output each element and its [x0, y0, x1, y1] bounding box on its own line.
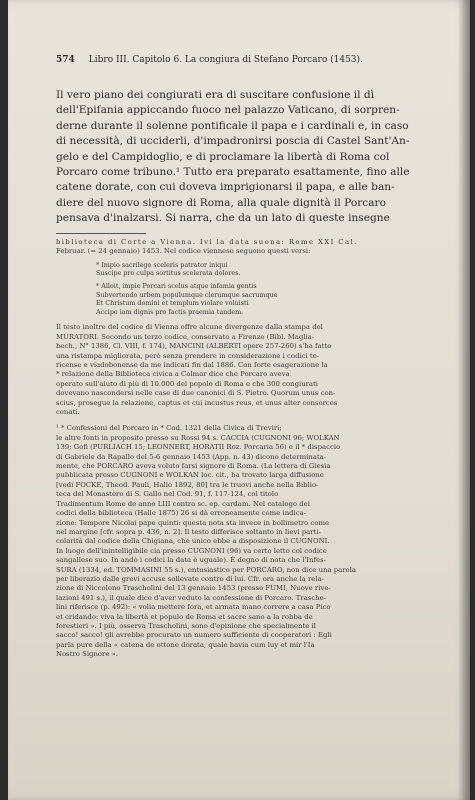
main-line: catene dorate, con cui doveva imprigionarsi il papa, e alle ban- — [56, 181, 395, 194]
note-line: * relazione della Biblioteca civica a Colmar dice che Porcaro aveva — [56, 370, 290, 379]
note-line: ¹ * Confessioni del Porcaro in * Cod. 1321 della Civica di Treviri; — [56, 424, 282, 433]
verse-line: * Alloit, impie Porcari scelus atque infamia gentis — [96, 282, 257, 290]
running-header — [56, 55, 451, 65]
footnotes — [56, 238, 451, 660]
note-line: forestieri ». I più, osserva Trascholini, sono d'opinione che specialmente il — [56, 621, 316, 630]
note-line: mente, che PORCARO aveva voluto farsi signore di Roma. (La lettera di Giesia — [56, 462, 331, 471]
note-line: scius, prosegue la relazione, captus et cui incustus reus, et unus alter consorces — [56, 398, 338, 407]
note-line: biblioteca di Corte a Vienna. Ivi la data suona: Rome XXI Cal. — [56, 238, 358, 246]
verse-line: Et Christum domini et templum violare voluisti — [96, 299, 249, 308]
note-line: [vedi FOCKE, Theod. Pauli, Halle 1892, 80] tra le truovi anche nella Biblio- — [56, 480, 319, 489]
note-line: Tradimentum Rome de anno LIII contra sc. ep. cardam. Nel catalogo dei — [56, 499, 310, 508]
main-line: diere del nuovo signore di Roma, alla quale dignità il Porcaro — [56, 196, 386, 209]
verse-block-b — [56, 282, 451, 316]
note-line: Il testo inoltre del codice di Vienna offre alcune divergenze dalla stampa del — [56, 323, 323, 332]
note-line: MURATORI. Secondo un terzo codice, conservato a Firenze (Bibl. Maglia- — [56, 332, 315, 341]
note-line: SURA (1334, ed. TOMMASINI 55 s.), entusiastico per PORCARO, non dice una parola — [56, 565, 357, 574]
note-line: nel margine [cfr. sopra p. 436, n. 2]. Il testo differisce soltanto in lievi parti- — [56, 527, 321, 536]
note-line: lazioni 491 s.), il quale dice d'aver veduto la confessione di Porcaro. Trasche- — [56, 593, 327, 602]
note-line: operato sull'aiuto di più di 10.000 del popolo di Roma e che 300 congiurati — [56, 379, 319, 388]
footnote-1 — [56, 424, 451, 659]
note-line: 139; Gofi (PURLIACH 15; LEONNERT, HORATII Roz. Porcaria 56) e il * dispaccio — [56, 443, 341, 452]
note-line: lini riferisce (p. 492): « volia mettere fora, et armata mano correre a casa Pico — [56, 603, 331, 612]
note-line: sangallese suo. In andò i codici la data è uguale). È degno di nota che l'Infes- — [56, 556, 326, 565]
note-line: una ristampa migliorata, però senza prendere in considerazione i codici te- — [56, 351, 320, 360]
main-line: Porcaro come tribuno.¹ Tutto era preparato esattamente, fino alle — [56, 166, 410, 179]
verse-line: * Impio sacrilego sceleris patrator iniqui — [96, 260, 228, 269]
note-line: teca del Monastero di S. Gallo nel Cod. 91, f. 117-124, col titolo — [56, 490, 279, 499]
note-line: sacco! sacco! gli avrebbe procurato un numero sufficiente di cooperatori : Egli — [56, 631, 332, 640]
note-line: parla pure della « catena de ottone dorata, quale havia cum luy et mir l'Ia — [56, 640, 315, 649]
main-line: di necessità, di ucciderli, d'impadronirsi poscia di Castel Sant'An- — [56, 135, 410, 148]
main-line: Il vero piano dei congiurati era di suscitare confusione il dì — [56, 89, 375, 101]
note-line: codici della biblioteca (Halle 1875) 26 si dà erroneamente come indica- — [56, 509, 307, 518]
main-line: derne durante il solenne pontificale il papa e i cardinali e, in caso — [56, 119, 409, 132]
note-line: le altre fonti in proposito presso su Rossi 94 s. CACCIA (CUGNONI 96; WOLKAN — [56, 433, 340, 442]
note-line: per liberazio dalle grevi accuse sollevate contro di lui. Cfr. ora anche la rela- — [56, 574, 324, 583]
footnote-divider — [56, 233, 146, 234]
main-line: pensava d'inalzarsi. Si narra, che da un lato di queste insegne — [56, 212, 390, 225]
note-line: bech., N° 1386, Cl. VIII, f. 174), MANCINI (ALBERTI opere 257-260) s'ha fatto — [56, 342, 332, 351]
running-title: Libro III. Capitolo 6. La congiura di Stefano Porcaro (1453). — [88, 55, 363, 65]
verse-line: Accipe iam dignis pro factis praemia tandem. — [96, 307, 244, 316]
note-line: pubblicata presso CUGNONI e WOLKAN loc. cit., ha trovato larga diffusione — [56, 471, 324, 480]
main-line: dell'Epifania appiccando fuoco nel palazzo Vaticano, di sorpren- — [56, 104, 400, 117]
note-line: zione di Niccolono Trascholini del 13 gennaio 1453 (presso FUMI, Nuove rive- — [56, 584, 331, 593]
note-line: et cridando: viva la libertà et populo de Roma et sacre sano a la robba de — [56, 612, 313, 621]
note-line: Nostro Signore ». — [56, 650, 119, 659]
page-number: 574 — [56, 55, 75, 65]
main-line: gelo e del Campidoglio, e di proclamare la libertà di Roma col — [56, 150, 390, 163]
note-line: di Gabriele da Rapallo del 5-6 gennaio 1453 (App. n. 43) dicono determinata- — [56, 452, 327, 461]
note-paragraph — [56, 323, 451, 417]
note-line: In luogo dell'inintelligibile cia presso CUGNONI (96) va certo letto col codice — [56, 546, 327, 555]
note-line: zione: Tempore Nicolai pape quinti: questa nota sta invece in bollimetro come — [56, 518, 330, 527]
note-line: ricense e viadobonense da me indicati fin dal 1886. Con forte esagerazione la — [56, 361, 328, 369]
verse-line: Subvertendo urbem populumque clerumque sacrumque — [96, 290, 278, 299]
verse-line: Suscipe pro culpa sortitus scelerata dolores. — [96, 269, 241, 278]
note-line: dovevano nascondersi nelle case di due canonici di S. Pietro. Quorum unus con- — [56, 389, 336, 398]
note-line: Februar. (= 24 gennaio) 1453. Nel codice viennese seguono questi versi: — [56, 247, 311, 256]
page-gutter-shadow — [458, 0, 470, 800]
book-page — [8, 0, 470, 800]
main-text — [56, 88, 450, 227]
note-line: cenati. — [56, 408, 80, 417]
verse-block-a — [56, 261, 451, 278]
note-line: colarità dal codice della Chigiana, che unico ebbe a disposizione il CUGNONI. — [56, 537, 330, 546]
